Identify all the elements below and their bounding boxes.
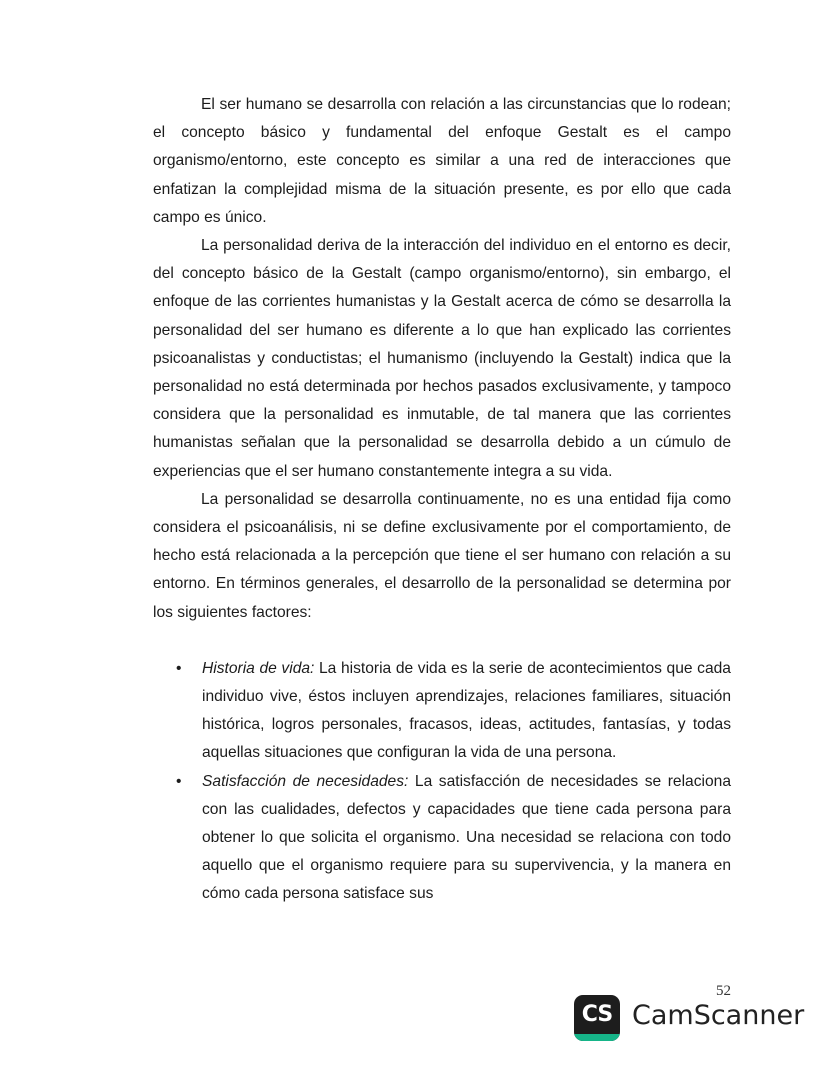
page-number: 52: [716, 983, 731, 999]
list-item: [153, 768, 731, 909]
document-body: [153, 91, 731, 909]
factor-title: Historia de vida:: [202, 659, 315, 677]
brand-name: CamScanner: [632, 1000, 805, 1031]
paragraph: El ser humano se desarrolla con relación a las circunstancias que lo rodean; el concepto básico y fundamental del enfoque Gestalt es el campo organismo/entorno, este concepto es similar a una red de interacciones que enfatizan la complejidad misma de la situación presente, es por ello que cada campo es único.: [153, 96, 731, 226]
logo-accent: [574, 1034, 620, 1041]
factor-text: La historia de vida es la serie de acontecimientos que cada individuo vive, éstos incluyen aprendizajes, relaciones familiares, situación histórica, logros personales, fracasos, ideas, actitudes, fantasías, y todas aquellas situaciones que configuran la vida de una persona.: [202, 659, 731, 762]
paragraph: La personalidad se desarrolla continuamente, no es una entidad fija como considera el psicoanálisis, ni se define exclusivamente por el comportamiento, de hecho está relacionada a la percepción que tiene el ser humano con relación a su entorno. En términos generales, el desarrollo de la personalidad se determina por los siguientes factores:: [153, 490, 731, 621]
factor-text: La satisfacción de necesidades se relaciona con las cualidades, defectos y capacidades que tiene cada persona para obtener lo que solicita el organismo. Una necesidad se relaciona con todo aquello que el organismo requiere para su supervivencia, y la manera en cómo cada persona satisface sus: [202, 772, 731, 903]
factors-list: [153, 655, 731, 909]
list-item: [153, 655, 731, 768]
factor-title: Satisfacción de necesidades:: [202, 772, 409, 790]
bullet-icon: •: [176, 659, 182, 677]
camscanner-watermark: [574, 995, 804, 1041]
bullet-icon: •: [176, 772, 182, 790]
paragraph: La personalidad deriva de la interacción del individuo en el entorno es decir, del concepto básico de la Gestalt (campo organismo/entorno), sin embargo, el enfoque de las corrientes humanistas y la Gestalt acerca de cómo se desarrolla la personalidad del ser humano es diferente a lo que han explicado las corrientes psicoanalistas y conductistas; el humanismo (incluyendo la Gestalt) indica que la personalidad no está determinada por hechos pasados exclusivamente, y tampoco considera que la personalidad es inmutable, de tal manera que las corrientes humanistas señalan que la personalidad se desarrolla debido a un cúmulo de experiencias que el ser humano constantemente integra a su vida.: [153, 237, 731, 480]
logo-text: CS: [581, 1002, 613, 1027]
camscanner-logo-icon: [574, 995, 620, 1041]
